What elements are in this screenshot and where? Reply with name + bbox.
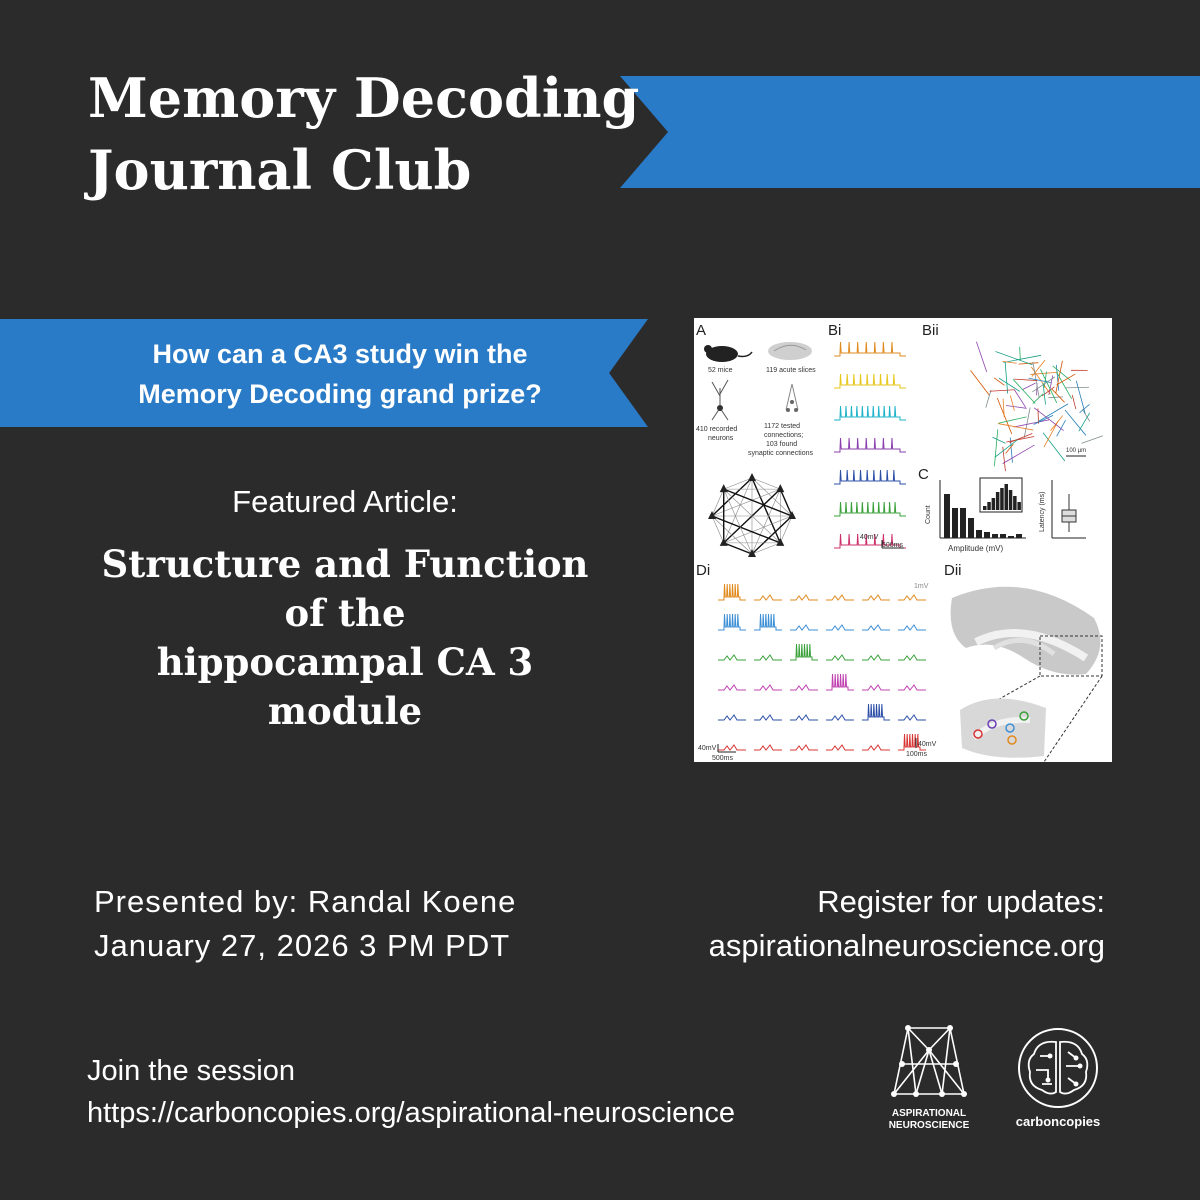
dendrite-branch [1024,408,1030,438]
join-link[interactable]: https://carboncopies.org/aspirational-neuroscience [87,1097,736,1129]
di-trace [790,625,818,630]
join-label: Join the session [87,1055,295,1087]
mouse-icon [704,345,752,362]
dendrite-branch [970,370,989,395]
inset-bar [1017,502,1021,510]
di-trace [862,745,890,750]
di-trace [718,685,746,690]
di-trace [826,745,854,750]
dendrite-branch [986,390,991,408]
title-line-1: Memory Decoding [88,66,640,130]
dendrite-branch [1020,347,1021,361]
dendrite-branch [992,437,1005,443]
di-trace [718,584,746,600]
di-trace [754,685,782,690]
di-trace [898,625,926,630]
inset-bar [987,502,991,510]
dendrite-branch [1009,433,1032,442]
bi-trace [834,342,906,356]
amplitude-axis-label: Amplitude (mV) [948,544,1004,553]
hist-bar [952,508,958,538]
di-trace [862,685,890,690]
hist-bar [1008,536,1014,538]
di-trace [718,745,746,750]
latency-axis-label: Latency (ms) [1039,491,1046,532]
di-scale-40mv: 40mV [698,745,717,752]
di-scale-1mv: 1mV [914,583,929,590]
dendrite-branch [1010,396,1014,411]
cc-logo-text: carboncopies [1015,1114,1101,1129]
di-trace [718,715,746,720]
di-trace [754,614,782,630]
inset-bars [983,484,1021,510]
bii-scale-100um: 100 µm [1066,448,1087,454]
hist-bar [976,530,982,538]
dendrite-branch [990,390,1015,391]
inset-bar [1005,484,1009,510]
di-trace [790,595,818,600]
bi-scale-500ms: 500ms [882,542,904,549]
connectivity-network [708,473,796,557]
di-trace [790,715,818,720]
count-axis-label: Count [925,505,932,524]
dendrite-branch [1076,381,1085,414]
di-trace [718,614,746,630]
bi-trace-group [834,342,906,548]
bi-trace [834,438,906,452]
title-line-2: Journal Club [88,138,472,202]
inset-bar [992,498,996,510]
register-label: Register for updates: [817,884,1105,919]
di-trace [862,625,890,630]
inset-bar [983,506,987,510]
di-trace [898,715,926,720]
panel-dii-label: Dii [944,562,962,579]
question-text [40,334,640,414]
figure-svg [694,318,1112,762]
panel-di-label: Di [696,562,711,579]
dendrite-branch [1065,410,1086,435]
article-figure [694,318,1112,762]
di-trace [790,644,818,660]
question-line-1: How can a CA3 study win the [152,339,528,369]
inset-bar [1013,496,1017,510]
di-trace [862,655,890,660]
dendrite-branch [1079,413,1090,431]
bi-trace [834,470,906,484]
neuron-icon [712,380,728,420]
presenter-name: Presented by: Randal Koene [94,884,517,919]
dendrite-branch [976,342,986,372]
hist-bar [960,508,966,538]
panel-bi-label: Bi [828,322,842,339]
di-trace [754,745,782,750]
di-scale-40mv-2: 40mV [918,741,937,748]
dendrite-branch [1082,436,1103,444]
dendrite-branch [1006,405,1027,408]
bi-scale-40mv: 40mV [860,534,879,541]
hist-bar [992,534,998,538]
session-date: January 27, 2026 3 PM PDT [94,928,511,963]
article-title-line-4: module [267,689,423,733]
question-line-2: Memory Decoding grand prize? [138,379,542,409]
title-ribbon [620,76,1200,188]
page-title [88,62,639,206]
mice-label: 52 mice [708,367,733,374]
aspirational-neuroscience-logo [886,1020,972,1134]
recorded-label-1: 410 recorded [696,426,738,433]
article-title-line-1: Structure and Function [101,542,589,586]
carboncopies-logo [1010,1028,1106,1138]
di-trace [790,685,818,690]
article-title-line-3: hippocampal CA 3 [156,640,534,684]
join-info [87,1050,735,1134]
di-trace [862,704,890,720]
di-trace [754,715,782,720]
di-trace-grid [718,584,926,750]
bi-trace [834,406,906,420]
di-scale-500ms: 500ms [712,755,734,762]
dendrite-branch [1014,420,1049,427]
recorded-label-2: neurons [708,435,734,442]
inset-bar [1009,490,1013,510]
di-trace [898,685,926,690]
di-trace [754,595,782,600]
featured-label: Featured Article: [232,484,458,519]
hist-bar [1016,534,1022,538]
dendrite-branch [1014,390,1025,408]
dendrite-branch [1039,404,1068,421]
dendrite-branch [1072,395,1076,409]
dendrite-branch [1005,362,1007,393]
di-trace [898,595,926,600]
dendrite-branch [1013,379,1035,403]
hist-bar [968,518,974,538]
di-trace [754,655,782,660]
hippocampus-diagram [951,587,1102,762]
hist-bar [1000,534,1006,538]
tested-label-1: 1172 tested [764,423,801,430]
article-title-line-2: of the [284,591,406,635]
di-scale-100ms: 100ms [906,751,928,758]
tested-label-2: connections; [764,432,804,439]
di-trace [826,595,854,600]
register-link[interactable]: aspirationalneuroscience.org [708,928,1105,963]
di-trace [826,625,854,630]
dendrite-branch [1043,433,1065,461]
di-trace [826,674,854,690]
network-node [748,473,756,481]
register-info [709,880,1105,968]
slices-label: 119 acute slices [766,367,816,374]
di-trace [898,655,926,660]
tested-label-3: 103 found [766,441,798,448]
dendrite-branch [1048,397,1062,398]
hist-bar [944,494,950,538]
article-title [90,540,600,736]
dendrite-branch [1056,372,1071,399]
brain-slice-icon [768,342,812,360]
dendrite-branch [995,440,1018,458]
panel-bii-label: Bii [922,322,939,339]
panel-a-label: A [696,322,707,339]
dendrite-branch [1023,383,1036,389]
an-logo-line-1: ASPIRATIONAL [891,1108,967,1119]
tested-label-4: synaptic connections [748,450,813,457]
di-trace [790,745,818,750]
dendrite-branch [1065,387,1089,388]
dendrite-branch [994,378,1004,386]
dendrite-branch [999,417,1027,423]
di-trace [826,715,854,720]
bi-trace [834,374,906,388]
inset-bar [1000,488,1004,510]
bi-trace [834,502,906,516]
di-trace [862,595,890,600]
dendrite-branch [994,429,997,466]
presenter-info [94,880,516,968]
panel-c-label: C [918,466,929,483]
inset-bar [996,492,1000,510]
hist-bar [984,532,990,538]
pipette-icon [786,384,798,412]
amplitude-histogram [940,478,1026,538]
an-logo-line-2: NEUROSCIENCE [888,1120,970,1131]
latency-boxplot [1052,480,1086,538]
di-trace [718,655,746,660]
dendrite-branch [999,378,1020,391]
di-trace [826,655,854,660]
